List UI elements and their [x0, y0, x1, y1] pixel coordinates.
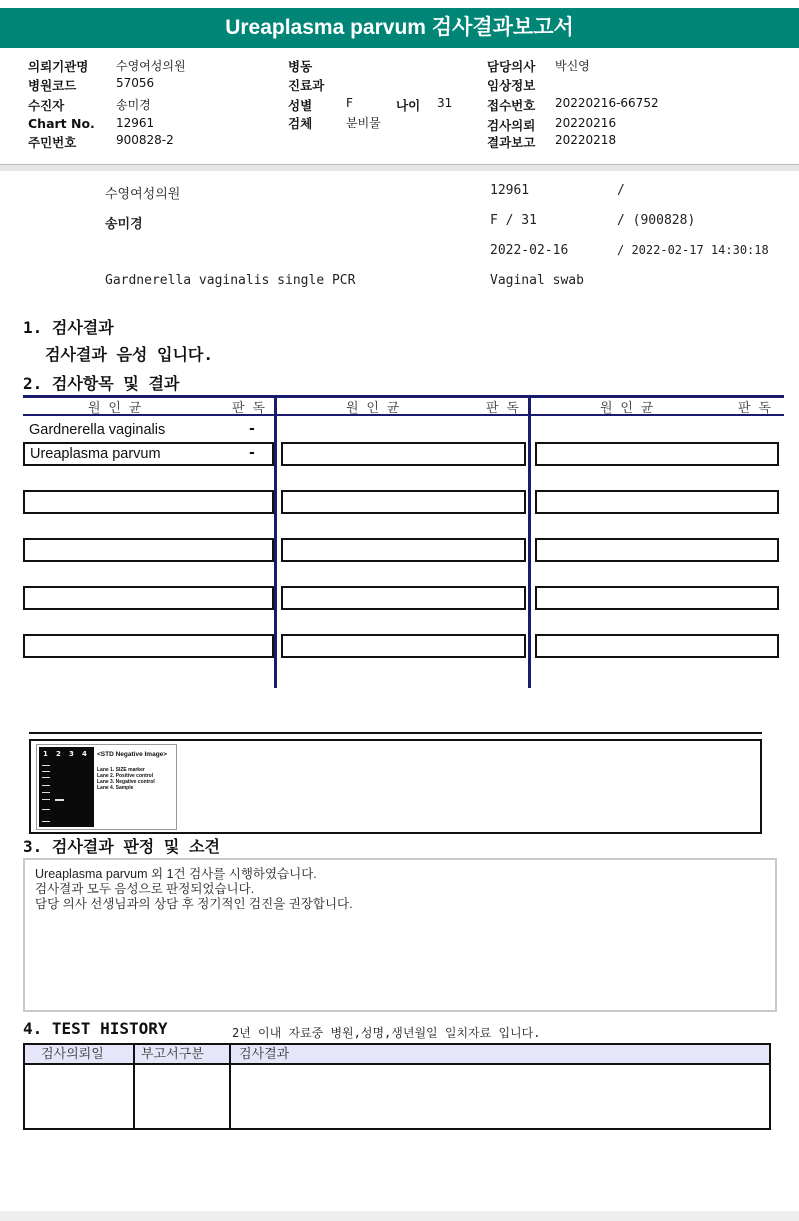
- label-hospital-code: 병원코드: [28, 78, 77, 93]
- value-sex: F: [346, 96, 353, 110]
- value-age: 31: [437, 96, 453, 110]
- section2-title: 2. 검사항목 및 결과: [23, 374, 180, 393]
- summary-chart-sep: /: [617, 183, 625, 198]
- label-request-date: 검사의뢰: [487, 118, 536, 133]
- history-col-report-type: 부고서구분: [141, 1047, 204, 1062]
- label-receipt-no: 접수번호: [487, 98, 536, 113]
- result-cell-box: [281, 442, 526, 466]
- label-patient: 수진자: [28, 98, 65, 113]
- label-chart-no: Chart No.: [28, 116, 95, 131]
- section1-result-text: 검사결과 음성 입니다.: [45, 345, 214, 364]
- result-cell-box: [281, 490, 526, 514]
- gel-legend-item: Lane 4. Sample: [97, 785, 134, 791]
- label-report-date: 결과보고: [487, 135, 536, 150]
- result-cell-box: [281, 634, 526, 658]
- value-specimen: 분비물: [346, 116, 381, 130]
- history-col-result: 검사결과: [239, 1047, 290, 1062]
- gel-band: [42, 777, 50, 778]
- label-age: 나이: [396, 98, 421, 113]
- result-cell-box: [535, 442, 779, 466]
- gel-title: <STD Negative Image>: [97, 751, 168, 758]
- gel-photo: [39, 747, 94, 827]
- label-doctor: 담당의사: [487, 59, 536, 74]
- col-header-organism-2: 원 인 균: [346, 401, 400, 416]
- col-header-result-3: 판 독: [738, 401, 771, 416]
- grid-divider-1: [274, 395, 277, 688]
- image-divider: [29, 732, 762, 734]
- grid-divider-2: [528, 395, 531, 688]
- label-specimen: 검체: [288, 116, 313, 131]
- label-sex: 성별: [288, 98, 313, 113]
- summary-birth: / (900828): [617, 213, 696, 228]
- gel-legend-item: Lane 2. Positive control: [97, 773, 154, 779]
- value-request-date: 20220216: [555, 116, 617, 130]
- gel-band: [42, 809, 50, 810]
- value-resident-no: 900828-2: [116, 133, 174, 147]
- result-cell-box: [23, 586, 274, 610]
- section4-title: 4. TEST HISTORY: [23, 1019, 168, 1038]
- col-header-result-2: 판 독: [486, 401, 519, 416]
- opinion-line: 검사결과 모두 음성으로 판정되었습니다.: [35, 882, 255, 896]
- label-clinic-name: 의뢰기관명: [28, 59, 89, 74]
- value-receipt-no: 20220216-66752: [555, 96, 659, 110]
- history-col-divider: [229, 1045, 231, 1128]
- summary-patient: 송미경: [105, 217, 143, 232]
- summary-clinic: 수영여성의원: [105, 187, 181, 202]
- gel-band: [42, 792, 50, 793]
- header-divider: [0, 164, 799, 171]
- result-row-name: Ureaplasma parvum: [30, 446, 161, 462]
- summary-test-name: Gardnerella vaginalis single PCR: [105, 273, 356, 288]
- section1-title: 1. 검사결과: [23, 318, 114, 337]
- summary-chart: 12961: [490, 183, 530, 198]
- result-cell-box: [535, 586, 779, 610]
- result-row-value: -: [249, 445, 255, 461]
- col-header-organism-3: 원 인 균: [600, 401, 654, 416]
- gel-lane-number: 4: [82, 750, 87, 758]
- footer-bar: [0, 1211, 799, 1221]
- result-cell-box: [23, 538, 274, 562]
- value-chart-no: 12961: [116, 116, 155, 130]
- result-row-name: Gardnerella vaginalis: [29, 422, 166, 438]
- value-hospital-code: 57056: [116, 76, 155, 90]
- result-row-value: -: [249, 421, 255, 437]
- gel-band: [42, 799, 50, 800]
- report-title: Ureaplasma parvum 검사결과보고서: [0, 8, 799, 48]
- gel-image: [36, 744, 177, 830]
- result-cell-box: [281, 586, 526, 610]
- gel-lane-number: 3: [69, 750, 74, 758]
- section3-title: 3. 검사결과 판정 및 소견: [23, 837, 220, 856]
- opinion-line: Ureaplasma parvum 외 1건 검사를 시행하였습니다.: [35, 867, 317, 881]
- summary-date1: 2022-02-16: [490, 243, 569, 258]
- opinion-box: [23, 858, 777, 1012]
- label-ward: 병동: [288, 59, 313, 74]
- history-note: 2년 이내 자료중 병원,성명,생년월일 일치자료 입니다.: [232, 1026, 541, 1040]
- result-cell-box: [535, 538, 779, 562]
- gel-band: [42, 771, 50, 772]
- summary-sex-age: F / 31: [490, 213, 537, 228]
- history-col-request-date: 검사의뢰일: [41, 1047, 104, 1062]
- gel-band: [42, 821, 50, 822]
- result-cell-box: [535, 634, 779, 658]
- result-cell-box: [23, 634, 274, 658]
- col-header-organism-1: 원 인 균: [88, 401, 142, 416]
- gel-band: [42, 765, 50, 766]
- gel-lane-number: 2: [56, 750, 61, 758]
- label-resident-no: 주민번호: [28, 135, 77, 150]
- gel-band: [42, 785, 50, 786]
- value-report-date: 20220218: [555, 133, 617, 147]
- gel-legend-item: Lane 3. Negative control: [97, 779, 155, 785]
- col-header-result-1: 판 독: [232, 401, 265, 416]
- label-department: 진료과: [288, 78, 325, 93]
- gel-band: [55, 799, 64, 801]
- result-cell-box: [535, 490, 779, 514]
- history-table: [23, 1043, 771, 1130]
- result-cell-box: [23, 490, 274, 514]
- summary-date2: / 2022-02-17 14:30:18: [617, 243, 769, 257]
- summary-specimen: Vaginal swab: [490, 273, 584, 288]
- value-clinic-name: 수영여성의원: [116, 59, 186, 73]
- history-col-divider: [133, 1045, 135, 1128]
- result-cell-box: [281, 538, 526, 562]
- label-clinical-info: 임상정보: [487, 78, 536, 93]
- gel-legend-item: Lane 1. SIZE marker: [97, 767, 145, 773]
- opinion-line: 담당 의사 선생님과의 상담 후 정기적인 검진을 권장합니다.: [35, 897, 353, 911]
- value-patient: 송미경: [116, 98, 151, 112]
- value-doctor: 박신영: [555, 59, 590, 73]
- history-table-header: [25, 1045, 769, 1065]
- gel-lane-number: 1: [43, 750, 48, 758]
